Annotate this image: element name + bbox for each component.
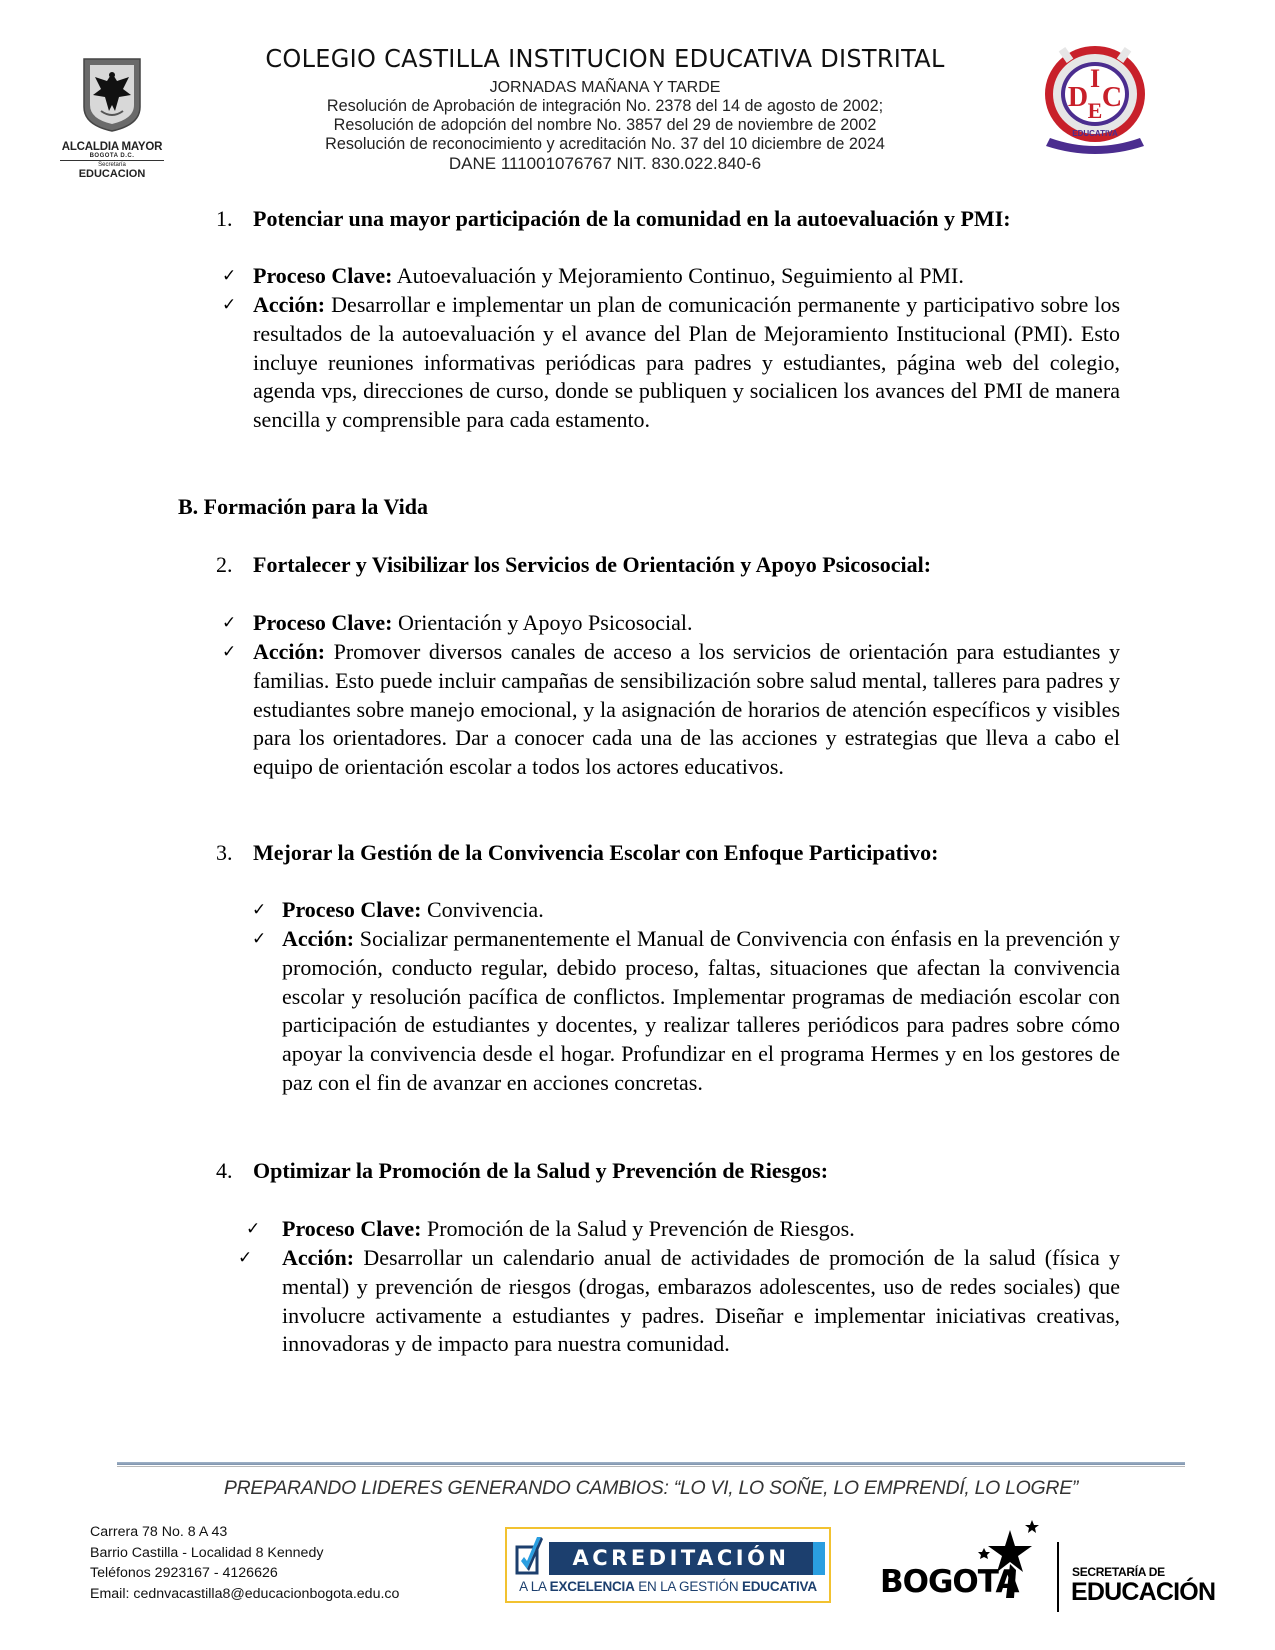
sub-part: EN LA GESTIÓN	[634, 1579, 742, 1594]
item-2-bullet-proceso	[222, 609, 1120, 638]
check-icon: ✓	[222, 295, 237, 314]
sub-part-bold: EDUCATIVA	[741, 1579, 817, 1594]
section-b-heading: B. Formación para la Vida	[178, 494, 428, 519]
colegio-castilla-crest-icon	[1040, 42, 1150, 160]
dane-nit-line: DANE 111001076767 NIT. 830.022.840-6	[448, 154, 762, 173]
check-icon: ✓	[252, 900, 267, 919]
bullet-text: Desarrollar e implementar un plan de comunicación permanente y participativo sobre los resultados de la autoevaluación y el avance del Plan de Mejoramiento Institucional (PMI). Esto incluye reuniones informativas periódicas para padres y estudiantes, página web del colegio, agenda vps, direcciones de curso, donde se publiquen y socialicen los avances del PMI de manera sencilla y comprensible para cada estamento.	[253, 292, 1120, 433]
phones-line: Teléfonos 2923167 - 4126626	[90, 1565, 278, 1581]
check-icon: ✓	[222, 642, 237, 661]
resolution-line-3: Resolución de reconocimiento y acreditación No. 37 del 10 diciembre de 2024	[325, 135, 885, 153]
bullet-text: Promoción de la Salud y Prevención de Riesgos.	[421, 1216, 855, 1241]
acreditacion-badge	[505, 1527, 831, 1603]
bullet-text: Convivencia.	[421, 897, 544, 922]
footer-divider	[117, 1462, 1185, 1465]
school-title: COLEGIO CASTILLA INSTITUCION EDUCATIVA DISTRITAL	[265, 44, 945, 73]
bullet-label: Proceso Clave:	[253, 610, 393, 635]
item-3-bullet-accion	[252, 925, 1120, 1098]
alcaldia-divider	[60, 160, 164, 161]
item-4-bullet-accion	[238, 1244, 1120, 1359]
check-icon: ✓	[222, 613, 237, 632]
bullet-label: Acción:	[282, 926, 355, 951]
bullet-label: Proceso Clave:	[253, 263, 393, 288]
bullet-text: Socializar permanentemente el Manual de Convivencia con énfasis en la prevención y promoción, conducto regular, debido proceso, faltas, situaciones que afectan la convivencia escolar y resolución pacífica de conflictos. Implementar programas de mediación escolar con participación de estudiantes y docentes, y realizar talleres periódicos para padres sobre cómo apoyar la convivencia desde el hogar. Profundizar en el programa Hermes y en los gestores de paz con el fin de avanzar en acciones concretas.	[282, 926, 1120, 1095]
check-icon: ✓	[246, 1219, 261, 1238]
address-line: Carrera 78 No. 8 A 43	[90, 1524, 228, 1540]
item-2-bullet-accion	[222, 638, 1120, 782]
educacion-label: EDUCACIÓN	[1071, 1578, 1216, 1606]
bullet-text: Orientación y Apoyo Psicosocial.	[392, 610, 693, 635]
bullet-label: Acción:	[253, 292, 326, 317]
alcaldia-line3: Secretaría	[98, 162, 126, 168]
check-icon: ✓	[238, 1248, 253, 1267]
item-3-heading: Mejorar la Gestión de la Convivencia Escolar con Enfoque Participativo:	[253, 840, 939, 865]
item-4-heading: Optimizar la Promoción de la Salud y Prevención de Riesgos:	[253, 1158, 829, 1183]
svg-text:E: E	[1087, 98, 1103, 123]
svg-text:D: D	[1067, 82, 1089, 113]
bullet-label: Acción:	[253, 639, 326, 664]
bullet-text: Promover diversos canales de acceso a los servicios de orientación para estudiantes y familias. Esto puede incluir campañas de sensibilización sobre salud mental, talleres para padres y estudiantes sobre manejo emocional, y la asignación de horarios de atención específicos y visibles para los orientadores. Dar a conocer cada una de las acciones y estrategias que lleva a cabo el equipo de orientación escolar a todos los actores educativos.	[253, 639, 1120, 780]
bullet-label: Proceso Clave:	[282, 897, 422, 922]
item-4-bullet-proceso	[246, 1215, 1120, 1244]
bullet-label: Proceso Clave:	[282, 1216, 422, 1241]
alcaldia-line4: EDUCACION	[78, 168, 146, 180]
school-resolutions	[300, 78, 910, 173]
footer-divider-shadow	[117, 1466, 1185, 1467]
item-1-number: 1.	[216, 206, 233, 231]
bogota-wordmark: BOGOTA	[880, 1564, 1019, 1600]
sub-part-bold: EXCELENCIA	[549, 1579, 635, 1594]
item-3-bullet-proceso	[252, 896, 1120, 925]
alcaldia-mayor-logo	[52, 55, 172, 180]
item-3-number: 3.	[216, 840, 233, 865]
bogota-coat-of-arms-icon	[81, 55, 143, 133]
alcaldia-line1: ALCALDIA MAYOR	[61, 141, 163, 153]
svg-text:I: I	[1089, 64, 1101, 93]
svg-text:EDUCATIVA: EDUCATIVA	[1072, 129, 1118, 138]
email-line: Email: cednvacastilla8@educacionbogota.edu.co	[90, 1585, 400, 1602]
bogota-secretaria-logo	[880, 1520, 1216, 1610]
checkbox-check-icon	[515, 1535, 545, 1575]
check-icon: ✓	[222, 266, 237, 285]
acreditacion-title: ACREDITACIÓN	[572, 1546, 790, 1570]
item-1-bullet-proceso	[222, 262, 1120, 291]
item-1-bullet-accion	[222, 291, 1120, 435]
item-2-number: 2.	[216, 552, 233, 577]
bullet-label: Acción:	[282, 1245, 355, 1270]
secretaria-label: SECRETARÍA DE	[1072, 1565, 1165, 1579]
item-2-heading: Fortalecer y Visibilizar los Servicios de Orientación y Apoyo Psicosocial:	[253, 552, 932, 577]
bullet-text: Autoevaluación y Mejoramiento Continuo, Seguimiento al PMI.	[392, 263, 964, 288]
item-4-number: 4.	[216, 1158, 233, 1183]
check-icon: ✓	[252, 929, 267, 948]
bullet-text: Desarrollar un calendario anual de actividades de promoción de la salud (física y mental) y prevención de riesgos (drogas, embarazos adolescentes, uso de redes sociales) que involucre activamente a estudiantes y padres. Diseñar e implementar iniciativas creativas, innovadoras y de impacto para nuestra comunidad.	[282, 1245, 1120, 1357]
acreditacion-band-accent	[813, 1542, 825, 1575]
acreditacion-subtitle	[511, 1579, 825, 1594]
contact-info	[90, 1522, 399, 1604]
school-motto: PREPARANDO LIDERES GENERANDO CAMBIOS: “LO VI, LO SOÑE, LO EMPRENDÍ, LO LOGRE”	[223, 1477, 1079, 1499]
resolution-line-2: Resolución de adopción del nombre No. 3857 del 29 de noviembre de 2002	[333, 116, 877, 134]
jornadas-line: JORNADAS MAÑANA Y TARDE	[489, 79, 721, 96]
resolution-line-1: Resolución de Aprobación de integración No. 2378 del 14 de agosto de 2002;	[326, 97, 884, 115]
item-1-heading: Potenciar una mayor participación de la comunidad en la autoevaluación y PMI:	[253, 206, 1011, 231]
alcaldia-line2: BOGOTA D.C.	[89, 153, 135, 159]
sub-part: A LA	[519, 1579, 550, 1594]
svg-text:C: C	[1101, 82, 1123, 113]
neighborhood-line: Barrio Castilla - Localidad 8 Kennedy	[90, 1544, 324, 1561]
logo-divider	[1057, 1542, 1059, 1612]
